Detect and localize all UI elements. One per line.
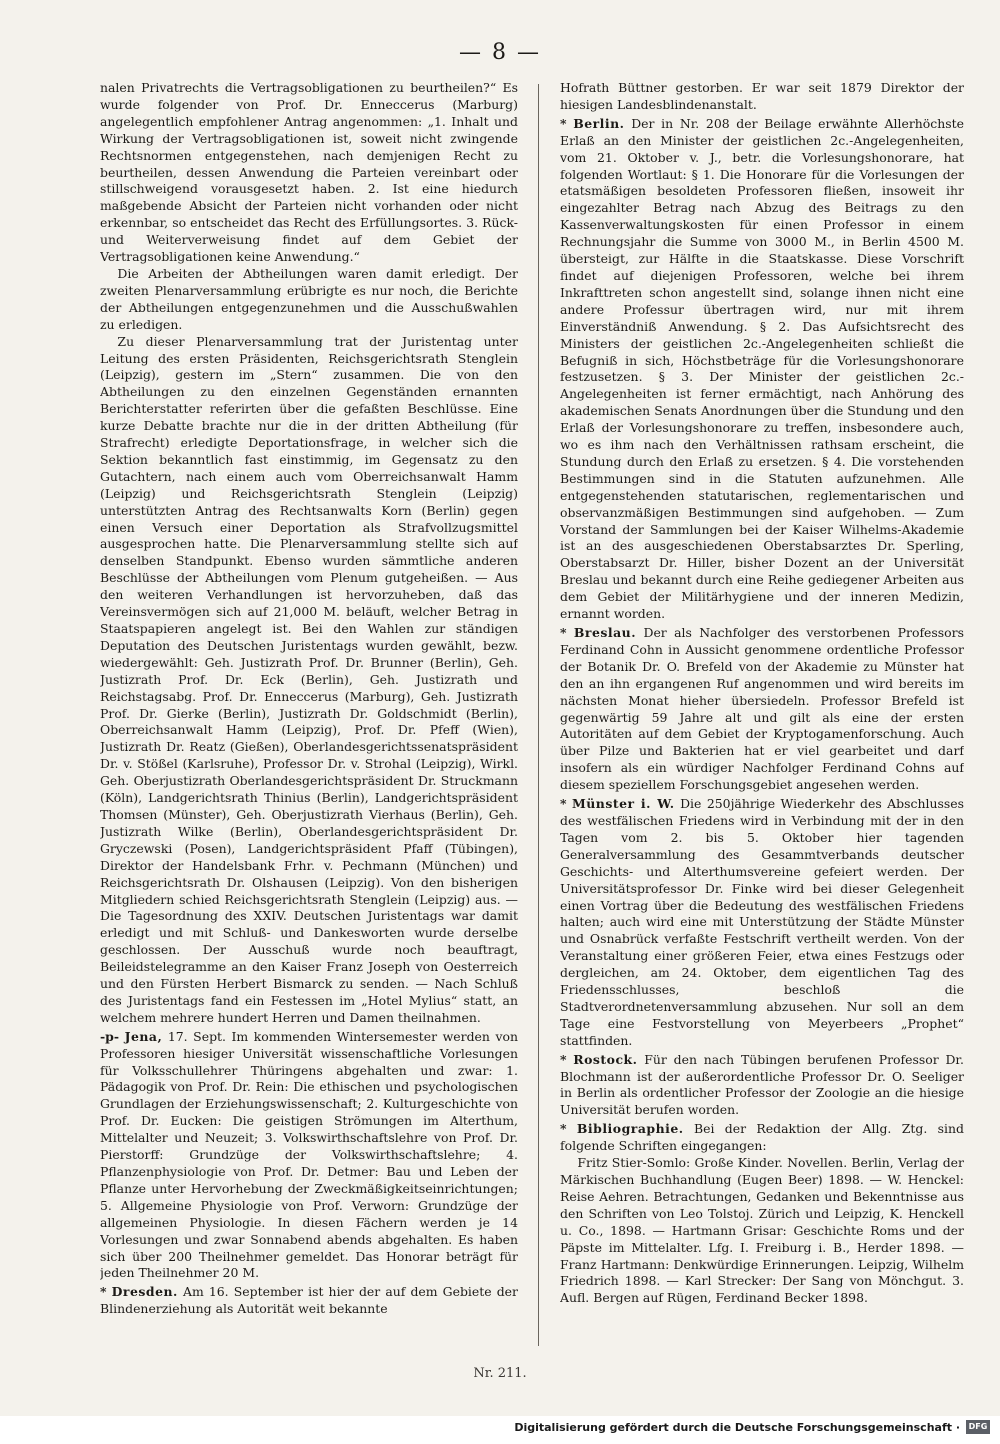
article-text: 17. Sept. Im kommenden Wintersemester werden von Professoren hiesiger Universität wissenschaftliche Vorlesungen für Volksschullehrer Thüringens abgehalten und zwar: 1. Pädagogik von Prof. Dr. Rein: Die ethischen und psychologischen Grundlagen der Erziehungswissenschaft; 2. Kulturgeschichte von Prof. Dr. Eucken: Die geistigen Strömungen im Alterthum, Mittelalter und Neuzeit; 3. Volkswirthschaftslehre von Prof. Dr. Pierstorff: Grundzüge der Volkswirthschaftslehre; 4. Pflanzenphysiologie von Prof. Dr. Detmer: Bau und Leben der Pflanze unter Hervorhebung der Zweckmäßigkeitseinrichtungen; 5. Allgemeine Physiologie von Prof. Verworn: Grundzüge der allgemeinen Physiologie. In diesen Fächern werden je 14 Vorlesungen und zwar Sonnabend abends abgehalten. Es haben sich über 200 Theilnehmer gemeldet. Das Honorar beträgt für jeden Theilnehmer 20 M. (100, 1028, 518, 1281)
article-item (100, 1284, 518, 1318)
article-text: Der in Nr. 208 der Beilage erwähnte Allerhöchste Erlaß an den Minister der geistlichen 2c.-Angelegenheiten, vom 21. Oktober v. J., betr. die Vorlesungshonorare, hat folgenden Wortlaut: § 1. Die Honorare für die Vorlesungen der etatsmäßigen besoldeten Professoren fließen, insoweit ihr eingezahlter Betrag nach Abzug des Beitrags zu den Kassenverwaltungskosten für einen Professor in einem Rechnungsjahr die Summe von 3000 M., in Berlin 4500 M. übersteigt, zur Hälfte in die Staatskasse. Diese Vorschrift findet auf diejenigen Professoren, welche bei ihrem Inkrafttreten schon angestellt sind, solange ihnen nicht eine andere Professur übertragen wird, nur mit ihrem Einverständniß Anwendung. § 2. Das Aufsichtsrecht des Ministers der geistlichen 2c.-Angelegenheiten schließt die Befugniß in sich, Höchstbeträge für die Vorlesungshonorare festzusetzen. § 3. Der Minister der geistlichen 2c.-Angelegenheiten ist ferner ermächtigt, nach Anhörung des akademischen Senats Anordnungen über die Stundung und den Erlaß der Vorlesungshonorare zu treffen, insbesondere auch, wo es ihm nach den Verhältnissen rathsam erscheint, die Stundung durch den Erlaß zu ersetzen. § 4. Die vorstehenden Bestimmungen sind in die Statuten aufzunehmen. Alle entgegenstehenden statutarischen, reglementarischen und observanzmäßigen Bestimmungen sind aufgehoben. — Zum Vorstand der Sammlungen bei der Kaiser Wilhelms-Akademie ist an des ausgeschiedenen Oberstabsarztes Dr. Sperling, Oberstabsarzt Dr. Hiller, bisher Dozent an der Universität Breslau und bekannt durch eine Reihe gediegener Arbeiten aus dem Gebiet der Militärhygiene und der inneren Medizin, ernannt worden. (560, 115, 964, 622)
article-item (560, 796, 964, 1050)
right-column (560, 80, 964, 1352)
article-heading: Jena, (124, 1028, 163, 1044)
article-heading: Bibliographie. (576, 1121, 684, 1137)
article-marker: * (560, 796, 567, 812)
dfg-logo-icon: DFG (966, 1420, 990, 1434)
article-item (560, 1052, 964, 1120)
article-text: Für den nach Tübingen berufenen Professor Dr. Blochmann ist der außerordentliche Professor Dr. O. Seeliger in Berlin als ordentlicher Professor der Zoologie an die hiesige Universität berufen worden. (560, 1051, 964, 1118)
article-marker: * (560, 1121, 567, 1137)
article-heading: Münster i. W. (571, 796, 675, 812)
article-heading: Rostock. (573, 1051, 638, 1067)
article-marker: * (560, 1051, 567, 1067)
article-marker: * (560, 625, 567, 640)
article-item (560, 116, 964, 623)
article-heading: Berlin. (573, 115, 625, 131)
digitization-credit: Digitalisierung gefördert durch die Deutsche Forschungsgemeinschaft · (514, 1421, 960, 1434)
paragraph: Fritz Stier-Somlo: Große Kinder. Novellen. Berlin, Verlag der Märkischen Buchhandlung (Eugen Beer) 1898. — W. Henckel: Reise Aehren. Betrachtungen, Gedanken und Bekenntnisse aus den Schriften von Leo Tolstoj. Zürich und Leipzig, K. Henckell u. Co., 1898. — Hartmann Grisar: Geschichte Roms und der Päpste im Mittelalter. Lfg. I. Freiburg i. B., Herder 1898. — Franz Hartmann: Denkwürdige Erinnerungen. Leipzig, Wilhelm Friedrich 1898. — Karl Strecker: Der Sang von Mönchgut. 3. Aufl. Bergen auf Rügen, Ferdinand Becker 1898. (560, 1155, 964, 1306)
paragraph: Zu dieser Plenarversammlung trat der Juristentag unter Leitung des ersten Präsidenten, Reichsgerichtsrath Stenglein (Leipzig), gestern im „Stern“ zusammen. Die von den Abtheilungen zu den einzelnen Gegenständen ernannten Berichterstatter referirten über die gefaßten Beschlüsse. Eine kurze Debatte brachte nur die in der dritten Abtheilung (für Strafrecht) erledigte Deportationsfrage, in welcher sich die Sektion bekanntlich fast einstimmig, im Gegensatz zu den Gutachtern, nach einem auch vom Oberreichsanwalt Hamm (Leipzig) und Reichsgerichtsrath Stenglein (Leipzig) unterstützten Antrag des Rechtsanwalts Korn (Berlin) gegen einen Versuch einer Deportation als Strafvollzugsmittel ausgesprochen hatte. Die Plenarversammlung stellte sich auf denselben Standpunkt. Ebenso wurden sämmtliche anderen Beschlüsse der Abtheilungen vom Plenum gutgeheißen. — Aus den weiteren Verhandlungen ist hervorzuheben, daß das Vereinsvermögen sich auf 21,000 M. beläuft, welcher Betrag in Staatspapieren angelegt ist. Bei den Wahlen zur ständigen Deputation des Deutschen Juristentags wurden gewählt, bezw. wiedergewählt: Geh. Justizrath Prof. Dr. Brunner (Berlin), Geh. Justizrath Prof. Dr. Eck (Berlin), Geh. Justizrath und Reichstagsabg. Prof. Dr. Enneccerus (Marburg), Geh. Justizrath Prof. Dr. Gierke (Berlin), Justizrath Dr. Goldschmidt (Berlin), Oberreichsanwalt Hamm (Leipzig), Prof. Dr. Pfeff (Wien), Justizrath Dr. Reatz (Gießen), Oberlandesgerichtssenatspräsident Dr. v. Stößel (Karlsruhe), Professor Dr. v. Strohal (Leipzig), Wirkl. Geh. Oberjustizrath Oberlandesgerichtspräsident Dr. Struckmann (Köln), Landgerichtsrath Thinius (Berlin), Landgerichtspräsident Thomsen (Münster), Geh. Oberjustizrath Vierhaus (Berlin), Geh. Justizrath Wilke (Berlin), Oberlandesgerichtspräsident Dr. Gryczewski (Posen), Landgerichtspräsident Pfaff (Tübingen), Direktor der Handelsbank Frhr. v. Pechmann (München) und Reichsgerichtsrath Dr. Olshausen (Leipzig). Von den bisherigen Mitgliedern schied Reichsgerichtsrath Stenglein (Leipzig) aus. — Die Tagesordnung des XXIV. Deutschen Juristentags war damit erledigt und mit Schluß- und Dankesworten wurde derselbe geschlossen. Der Ausschuß wurde noch beauftragt, Beileidstelegramme an den Kaiser Franz Joseph von Oesterreich und den Fürsten Herbert Bismarck zu senden. — Nach Schluß des Juristentags fand ein Festessen im „Hotel Mylius“ statt, an welchem mehrere hundert Herren und Damen theilnahmen. (100, 333, 518, 1025)
article-text: Der als Nachfolger des verstorbenen Professors Ferdinand Cohn in Aussicht genommene ordentliche Professor der Botanik Dr. O. Brefeld von der Akademie zu Münster hat den an ihn ergangenen Ruf angenommen und wird bereits im nächsten Monat hieher übersiedeln. Professor Brefeld ist gegenwärtig 59 Jahre alt und gilt als eine der ersten Autoritäten auf dem Gebiet der Kryptogamenforschung. Auch über Pilze und Bakterien hat er viel gearbeitet und darf insofern als ein würdiger Nachfolger Ferdinand Cohns auf diesem speziellem Forschungsgebiet angesehen werden. (560, 625, 964, 793)
article-text: Am 16. September ist hier der auf dem Gebiete der Blindenerziehung als Autorität weit bekannte (100, 1284, 518, 1317)
column-divider (538, 84, 540, 1346)
paragraph: Hofrath Büttner gestorben. Er war seit 1879 Direktor der hiesigen Landesblindenanstalt. (560, 80, 964, 112)
paragraph: nalen Privatrechts die Vertragsobligationen zu beurtheilen?“ Es wurde folgender von Prof. Dr. Enneccerus (Marburg) angelegentlich empfohlener Antrag angenommen: „1. Inhalt und Wirkung der Vertragsobligationen ist, soweit nicht zwingende Rechtsnormen entgegenstehen, nach demjenigen Recht zu beurtheilen, dessen Anwendung die Parteien vereinbart oder stillschweigend vorausgesetzt haben. 2. Ist eine hiedurch maßgebende Absicht der Parteien nicht vorhanden oder nicht erkennbar, so entscheidet das Recht des Erfüllungsortes. 3. Rück- und Weiterverweisung findet auf dem Gebiet der Vertragsobligationen keine Anwendung.“ (100, 80, 518, 265)
article-heading: Breslau. (573, 625, 637, 640)
article-item (560, 625, 964, 794)
article-item (100, 1029, 518, 1283)
issue-number: Nr. 211. (473, 1366, 527, 1381)
article-item (560, 1121, 964, 1155)
article-text: Bei der Redaktion der Allg. Ztg. sind folgende Schriften eingegangen: (560, 1121, 964, 1154)
page-number: — 8 — (459, 40, 541, 65)
left-column (100, 80, 518, 1352)
article-marker: * (100, 1284, 107, 1300)
paragraph: Die Arbeiten der Abtheilungen waren damit erledigt. Der zweiten Plenarversammlung erübrigte es nur noch, die Berichte der Abtheilungen entgegenzunehmen und die Ausschußwahlen zu erledigen. (100, 265, 518, 332)
article-heading: Dresden. (111, 1284, 178, 1300)
article-marker: -p- (100, 1028, 120, 1044)
article-marker: * (560, 115, 567, 131)
article-text: Die 250jährige Wiederkehr des Abschlusses des westfälischen Friedens wird in Verbindung mit der in den Tagen vom 2. bis 5. Oktober hier tagenden Generalversammlung des Gesammtverbands deutscher Geschichts- und Alterthumsvereine gefeiert werden. Der Universitätsprofessor Dr. Finke wird bei dieser Gelegenheit einen Vortrag über die Bedeutung des westfälischen Friedens halten; auch wird eine mit Unterstützung der Städte Münster und Osnabrück verfaßte Festschrift vertheilt werden. Von der Veranstaltung einer größeren Feier, etwa eines Festzugs oder dergleichen, am 24. Oktober, dem eigentlichen Tag des Friedensschlusses, beschloß die Stadtverordnetenversammlung abzusehen. Nur soll an dem Tage eine Festvorstellung von Meyerbeers „Prophet“ stattfinden. (560, 796, 964, 1048)
